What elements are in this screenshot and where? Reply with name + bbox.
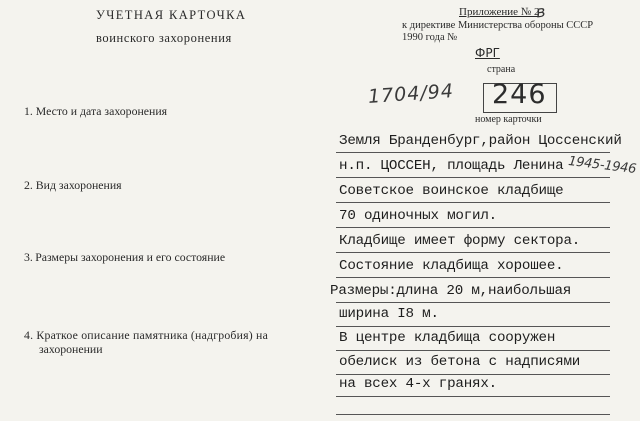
answer-monument-line2: обелиск из бетона с надписями [339, 354, 581, 370]
answer-graves-count: 70 одиночных могил. [339, 208, 497, 224]
answer-burial-type: Советское воинское кладбище [339, 183, 564, 199]
field-label-burial-type: 2. Вид захоронения [24, 178, 122, 192]
answer-rule [336, 302, 610, 303]
answer-width: ширина I8 м. [339, 306, 439, 322]
appendix-label: Приложение № 2 [459, 6, 540, 18]
answer-condition: Состояние кладбища хорошее. [339, 258, 564, 274]
answer-rule [336, 414, 610, 415]
answer-monument-line1: В центре кладбища сооружен [339, 330, 556, 346]
appendix-directive: к директиве Министерства обороны СССР [402, 20, 594, 31]
appendix-number [459, 6, 540, 18]
answer-rule [336, 326, 610, 327]
card-number-label: номер карточки [475, 114, 542, 125]
answer-rule [336, 374, 610, 375]
answer-rule [336, 227, 610, 228]
field-label-place-date: 1. Место и дата захоронения [24, 104, 168, 118]
card-number: 246 [492, 79, 547, 110]
handwritten-date: 1704/94 [367, 80, 455, 108]
answer-settlement: н.п. ЦОССЕН, площадь Ленина [339, 158, 564, 174]
handwritten-years: 1945-1946 [567, 153, 637, 178]
field-label-size-condition: 3. Размеры захоронения и его состояние [24, 250, 226, 264]
handwritten-mark: в [534, 1, 547, 22]
answer-rule [336, 202, 610, 203]
answer-rule [336, 152, 610, 153]
card-subtitle: воинского захоронения [96, 31, 232, 45]
field-label-monument-line1: 4. Краткое описание памятника (надгробия) на [24, 328, 269, 342]
field-label-monument-line2: захоронении [39, 342, 103, 356]
answer-location: Земля Бранденбург,район Цоссенский [339, 133, 622, 149]
country-label: страна [487, 64, 516, 75]
answer-rule [336, 177, 610, 178]
country-value: ФРГ [475, 46, 500, 60]
answer-rule [336, 350, 610, 351]
card-title: УЧЕТНАЯ КАРТОЧКА [96, 8, 247, 22]
answer-rule [336, 252, 610, 253]
answer-monument-line3: на всех 4-х гранях. [339, 376, 497, 392]
answer-dimensions: Размеры:длина 20 м,наибольшая [330, 283, 572, 299]
answer-rule [336, 277, 610, 278]
answer-rule [336, 396, 610, 397]
appendix-year: 1990 года № [402, 32, 458, 43]
answer-shape: Кладбище имеет форму сектора. [339, 233, 581, 249]
